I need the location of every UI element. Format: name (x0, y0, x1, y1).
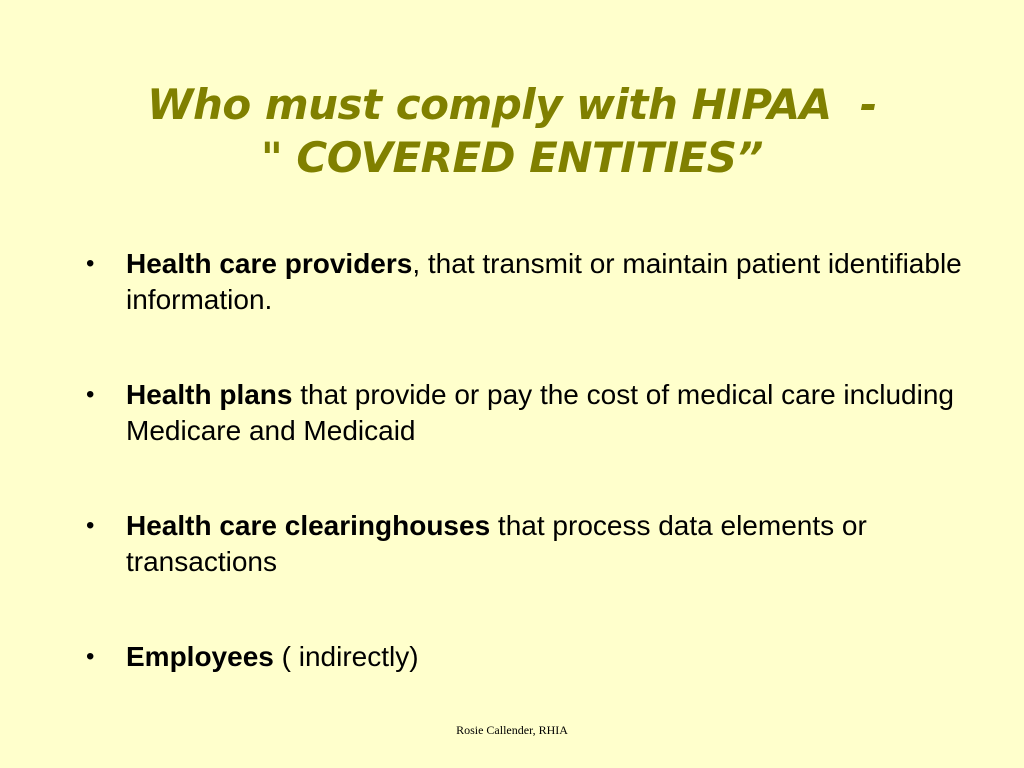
bullet-bold-text: Health plans (126, 379, 293, 410)
bullet-rest-text: , that transmit or maintain patient identifiable information. (126, 248, 962, 315)
slide-title-line-1: Who must comply with HIPAA - (147, 80, 877, 129)
footer-author: Rosie Callender, RHIA (456, 723, 568, 737)
bullet-list (86, 246, 966, 734)
bullet-dot-icon: • (86, 381, 95, 408)
bullet-item-health-care-providers (86, 246, 966, 318)
slide-title-line-2: " COVERED ENTITIES” (260, 133, 764, 182)
bullet-bold-text: Employees (126, 641, 274, 672)
bullet-item-health-plans (86, 377, 966, 449)
bullet-rest-text: ( indirectly) (273, 641, 419, 672)
bullet-item-employees (86, 639, 966, 675)
bullet-text (126, 379, 954, 446)
bullet-dot-icon: • (86, 250, 95, 277)
bullet-bold-text: Health care clearinghouses (126, 510, 491, 541)
bullet-text (126, 248, 962, 315)
bullet-rest-text: that process data elements or transactions (126, 510, 867, 577)
bullet-item-clearinghouses (86, 508, 966, 580)
slide-title (60, 78, 964, 184)
bullet-dot-icon: • (86, 643, 95, 670)
bullet-rest-text: that provide or pay the cost of medical care including Medicare and Medicaid (126, 379, 954, 446)
bullet-bold-text: Health care providers (126, 248, 413, 279)
bullet-dot-icon: • (86, 512, 95, 539)
bullet-text (126, 510, 867, 577)
bullet-text (126, 641, 419, 672)
